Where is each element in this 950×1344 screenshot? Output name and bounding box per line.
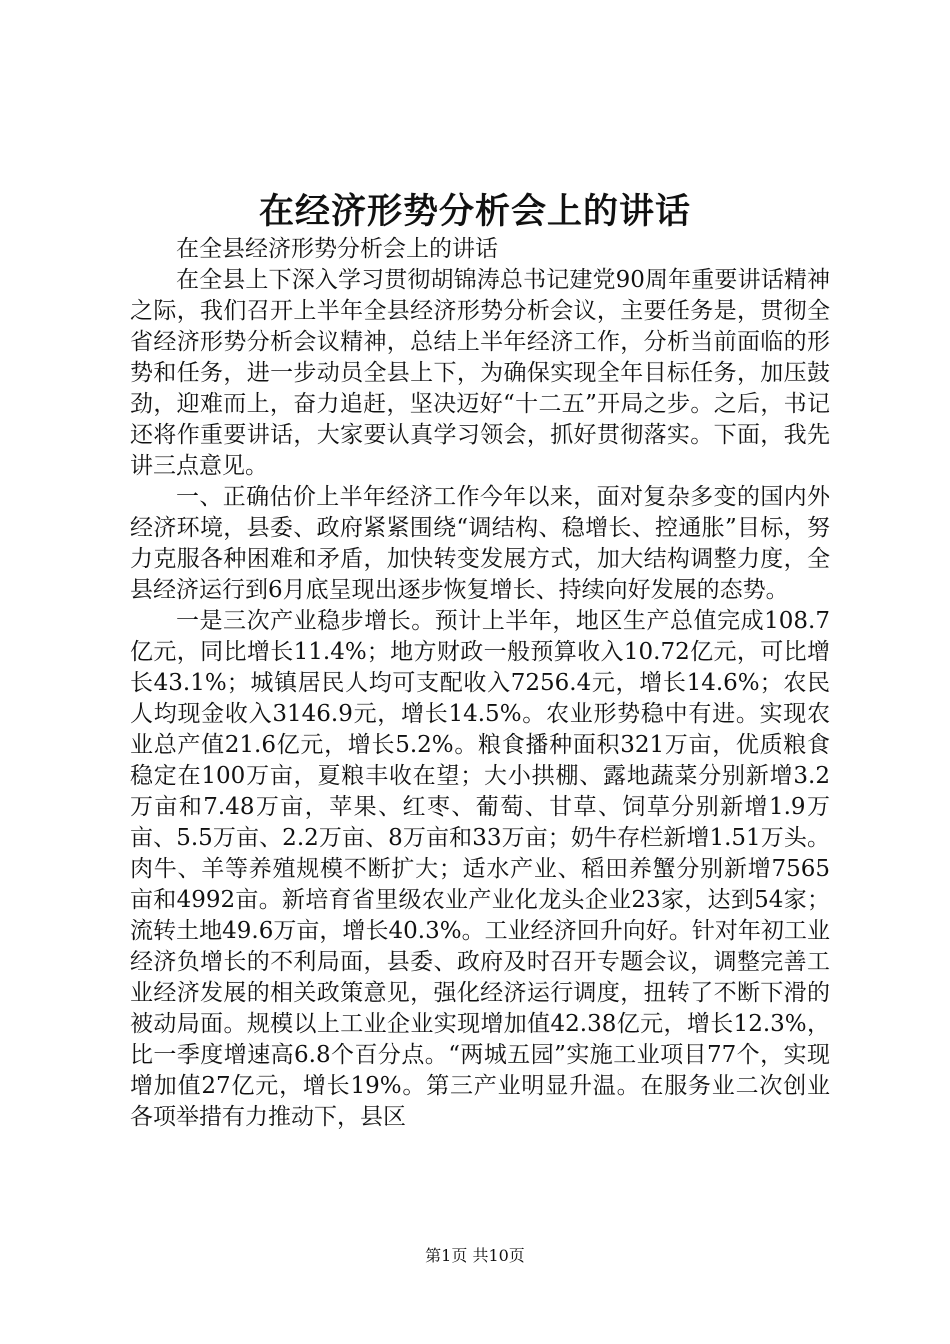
page-footer: 第1页 共10页 — [425, 1246, 525, 1265]
body-paragraph: 一、正确估价上半年经济工作今年以来，面对复杂多变的国内外经济环境，县委、政府紧紧围绕“调结构、稳增长、控通胀”目标，努力克服各种困难和矛盾，加快转变发展方式，加大结构调整力度，全县经济运行到6月底呈现出逐步恢复增长、持续向好发展的态势。 — [130, 484, 830, 603]
body-paragraph: 在全县上下深入学习贯彻胡锦涛总书记建党90周年重要讲话精神之际，我们召开上半年全县经济形势分析会议，主要任务是，贯彻全省经济形势分析会议精神，总结上半年经济工作，分析当前面临的形势和任务，进一步动员全县上下，为确保实现全年目标任务，加压鼓劲，迎难而上，奋力追赶，坚决迈好“十二五”开局之步。之后，书记还将作重要讲话，大家要认真学习领会，抓好贯彻落实。下面，我先讲三点意见。 — [130, 267, 830, 479]
body-paragraph: 一是三次产业稳步增长。预计上半年，地区生产总值完成108.7亿元，同比增长11.4%；地方财政一般预算收入10.72亿元，可比增长43.1%；城镇居民人均可支配收入7256.4元，增长14.6%；农民人均现金收入3146.9元，增长14.5%。农业形势稳中有进。实现农业总产值21.6亿元，增长5.2%。粮食播种面积321万亩，优质粮食稳定在100万亩，夏粮丰收在望；大小拱棚、露地蔬菜分别新增3.2万亩和7.48万亩，苹果、红枣、葡萄、甘草、饲草分别新增1.9万亩、5.5万亩、2.2万亩、8万亩和33万亩；奶牛存栏新增1.51万头。肉牛、羊等养殖规模不断扩大；适水产业、稻田养蟹分别新增7565亩和4992亩。新培育省里级农业产业化龙头企业23家，达到54家；流转土地49.6万亩，增长40.3%。工业经济回升向好。针对年初工业经济负增长的不利局面，县委、政府及时召开专题会议，调整完善工业经济发展的相关政策意见，强化经济运行调度，扭转了不断下滑的被动局面。规模以上工业企业实现增加值42.38亿元，增长12.3%，比一季度增速高6.8个百分点。“两城五园”实施工业项目77个，实现增加值27亿元，增长19%。第三产业明显升温。在服务业二次创业各项举措有力推动下，县区 — [130, 608, 830, 1130]
subtitle-paragraph: 在全县经济形势分析会上的讲话 — [176, 236, 498, 262]
document-title: 在经济形势分析会上的讲话 — [258, 191, 691, 232]
document-body — [130, 234, 830, 1133]
